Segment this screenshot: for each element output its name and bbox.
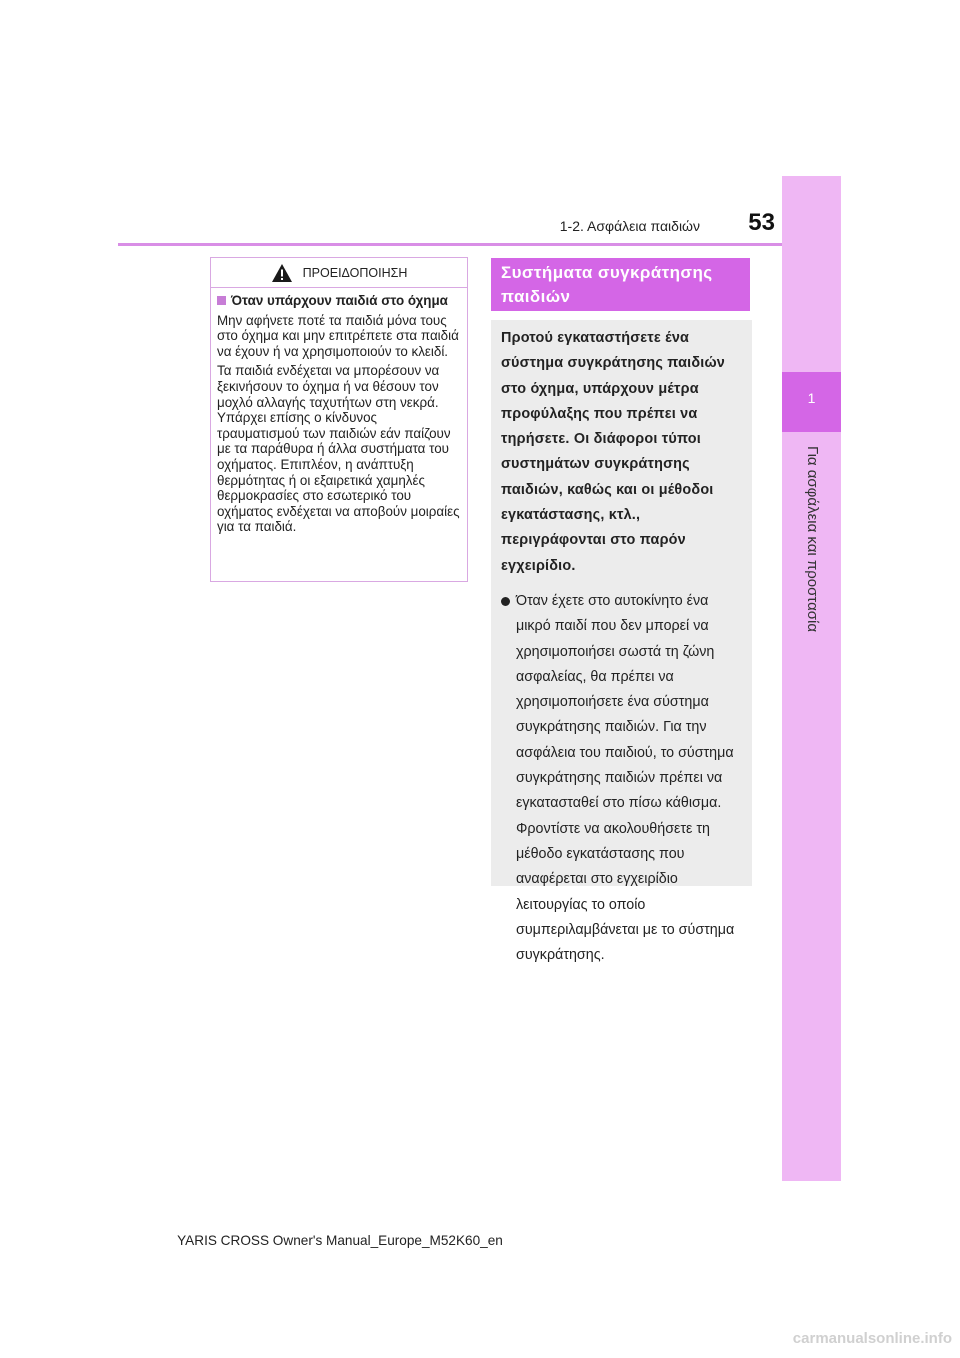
warning-subheading <box>217 293 461 309</box>
page-number: 53 <box>748 209 775 236</box>
warning-paragraph: Τα παιδιά ενδέχεται να μπορέσουν να ξεκινήσουν το όχημα ή να θέσουν τον μοχλό αλλαγής ταχυτήτων στη νεκρά. Υπάρχει επίσης ο κίνδυνος τραυματισμού των παιδιών εάν παίζουν με τα παράθυρα ή άλλα συστήματα του οχήματος. Επιπλέον, η ανάπτυξη θερμότητας ή οι εξαιρετικά χαμηλές θερμοκρασίες στο εσωτερικό του οχήματος ενδέχεται να αποβούν μοιραίες για τα παιδιά. <box>217 363 460 535</box>
list-item <box>501 589 742 968</box>
list-item-text: Όταν έχετε στο αυτοκίνητο ένα μικρό παιδί που δεν μπορεί να χρησιμοποιήσει σωστά τη ζώνη ασφαλείας, θα πρέπει να χρησιμοποιήσετε ένα σύστημα συγκράτησης παιδιών. Για την ασφάλεια του παιδιού, το σύστημα συγκράτησης παιδιών πρέπει να εγκατασταθεί στο πίσω κάθισμα. Φροντίστε να ακολουθήσετε τη μέθοδο εγκατάστασης που αναφέρεται στο εγχειρίδιο λειτουργίας το οποίο συμπεριλαμβάνεται με το σύστημα συγκράτησης. <box>516 592 735 964</box>
warning-title: ΠΡΟΕΙΔΟΠΟΙΗΣΗ <box>302 265 408 280</box>
chapter-title: Για ασφάλεια και προστασία <box>804 445 821 633</box>
info-box <box>491 320 752 964</box>
warning-paragraph: Μην αφήνετε ποτέ τα παιδιά μόνα τους στο όχημα και μην επιτρέπετε στα παιδιά να έχουν ή να χρησιμοποιούν το κλειδί. <box>217 312 459 359</box>
header-divider <box>118 243 782 246</box>
warning-triangle-icon <box>271 263 293 283</box>
section-title: 1-2. Ασφάλεια παιδιών <box>559 218 700 234</box>
info-intro: Προτού εγκαταστήσετε ένα σύστημα συγκράτησης παιδιών στο όχημα, υπάρχουν μέτρα προφύλαξης που πρέπει να τηρήσετε. Οι διάφοροι τύποι συστημάτων συγκράτησης παιδιών, καθώς και οι μέθοδοι εγκατάστασης, κτλ., περιγράφονται στο παρόν εγχειρίδιο. <box>501 330 725 574</box>
square-bullet-icon <box>217 296 226 305</box>
topic-heading: Συστήματα συγκράτησης παιδιών <box>491 258 750 311</box>
chapter-side-strip <box>782 176 841 1181</box>
manual-footer: YARIS CROSS Owner's Manual_Europe_M52K60_en <box>177 1233 503 1248</box>
warning-body <box>211 288 467 535</box>
warning-box <box>210 257 468 582</box>
watermark: carmanualsonline.info <box>792 1330 952 1347</box>
warning-subheading-text: Όταν υπάρχουν παιδιά στο όχημα <box>231 293 448 308</box>
warning-header <box>211 258 467 288</box>
chapter-number: 1 <box>807 390 816 406</box>
bullet-icon <box>501 597 510 606</box>
